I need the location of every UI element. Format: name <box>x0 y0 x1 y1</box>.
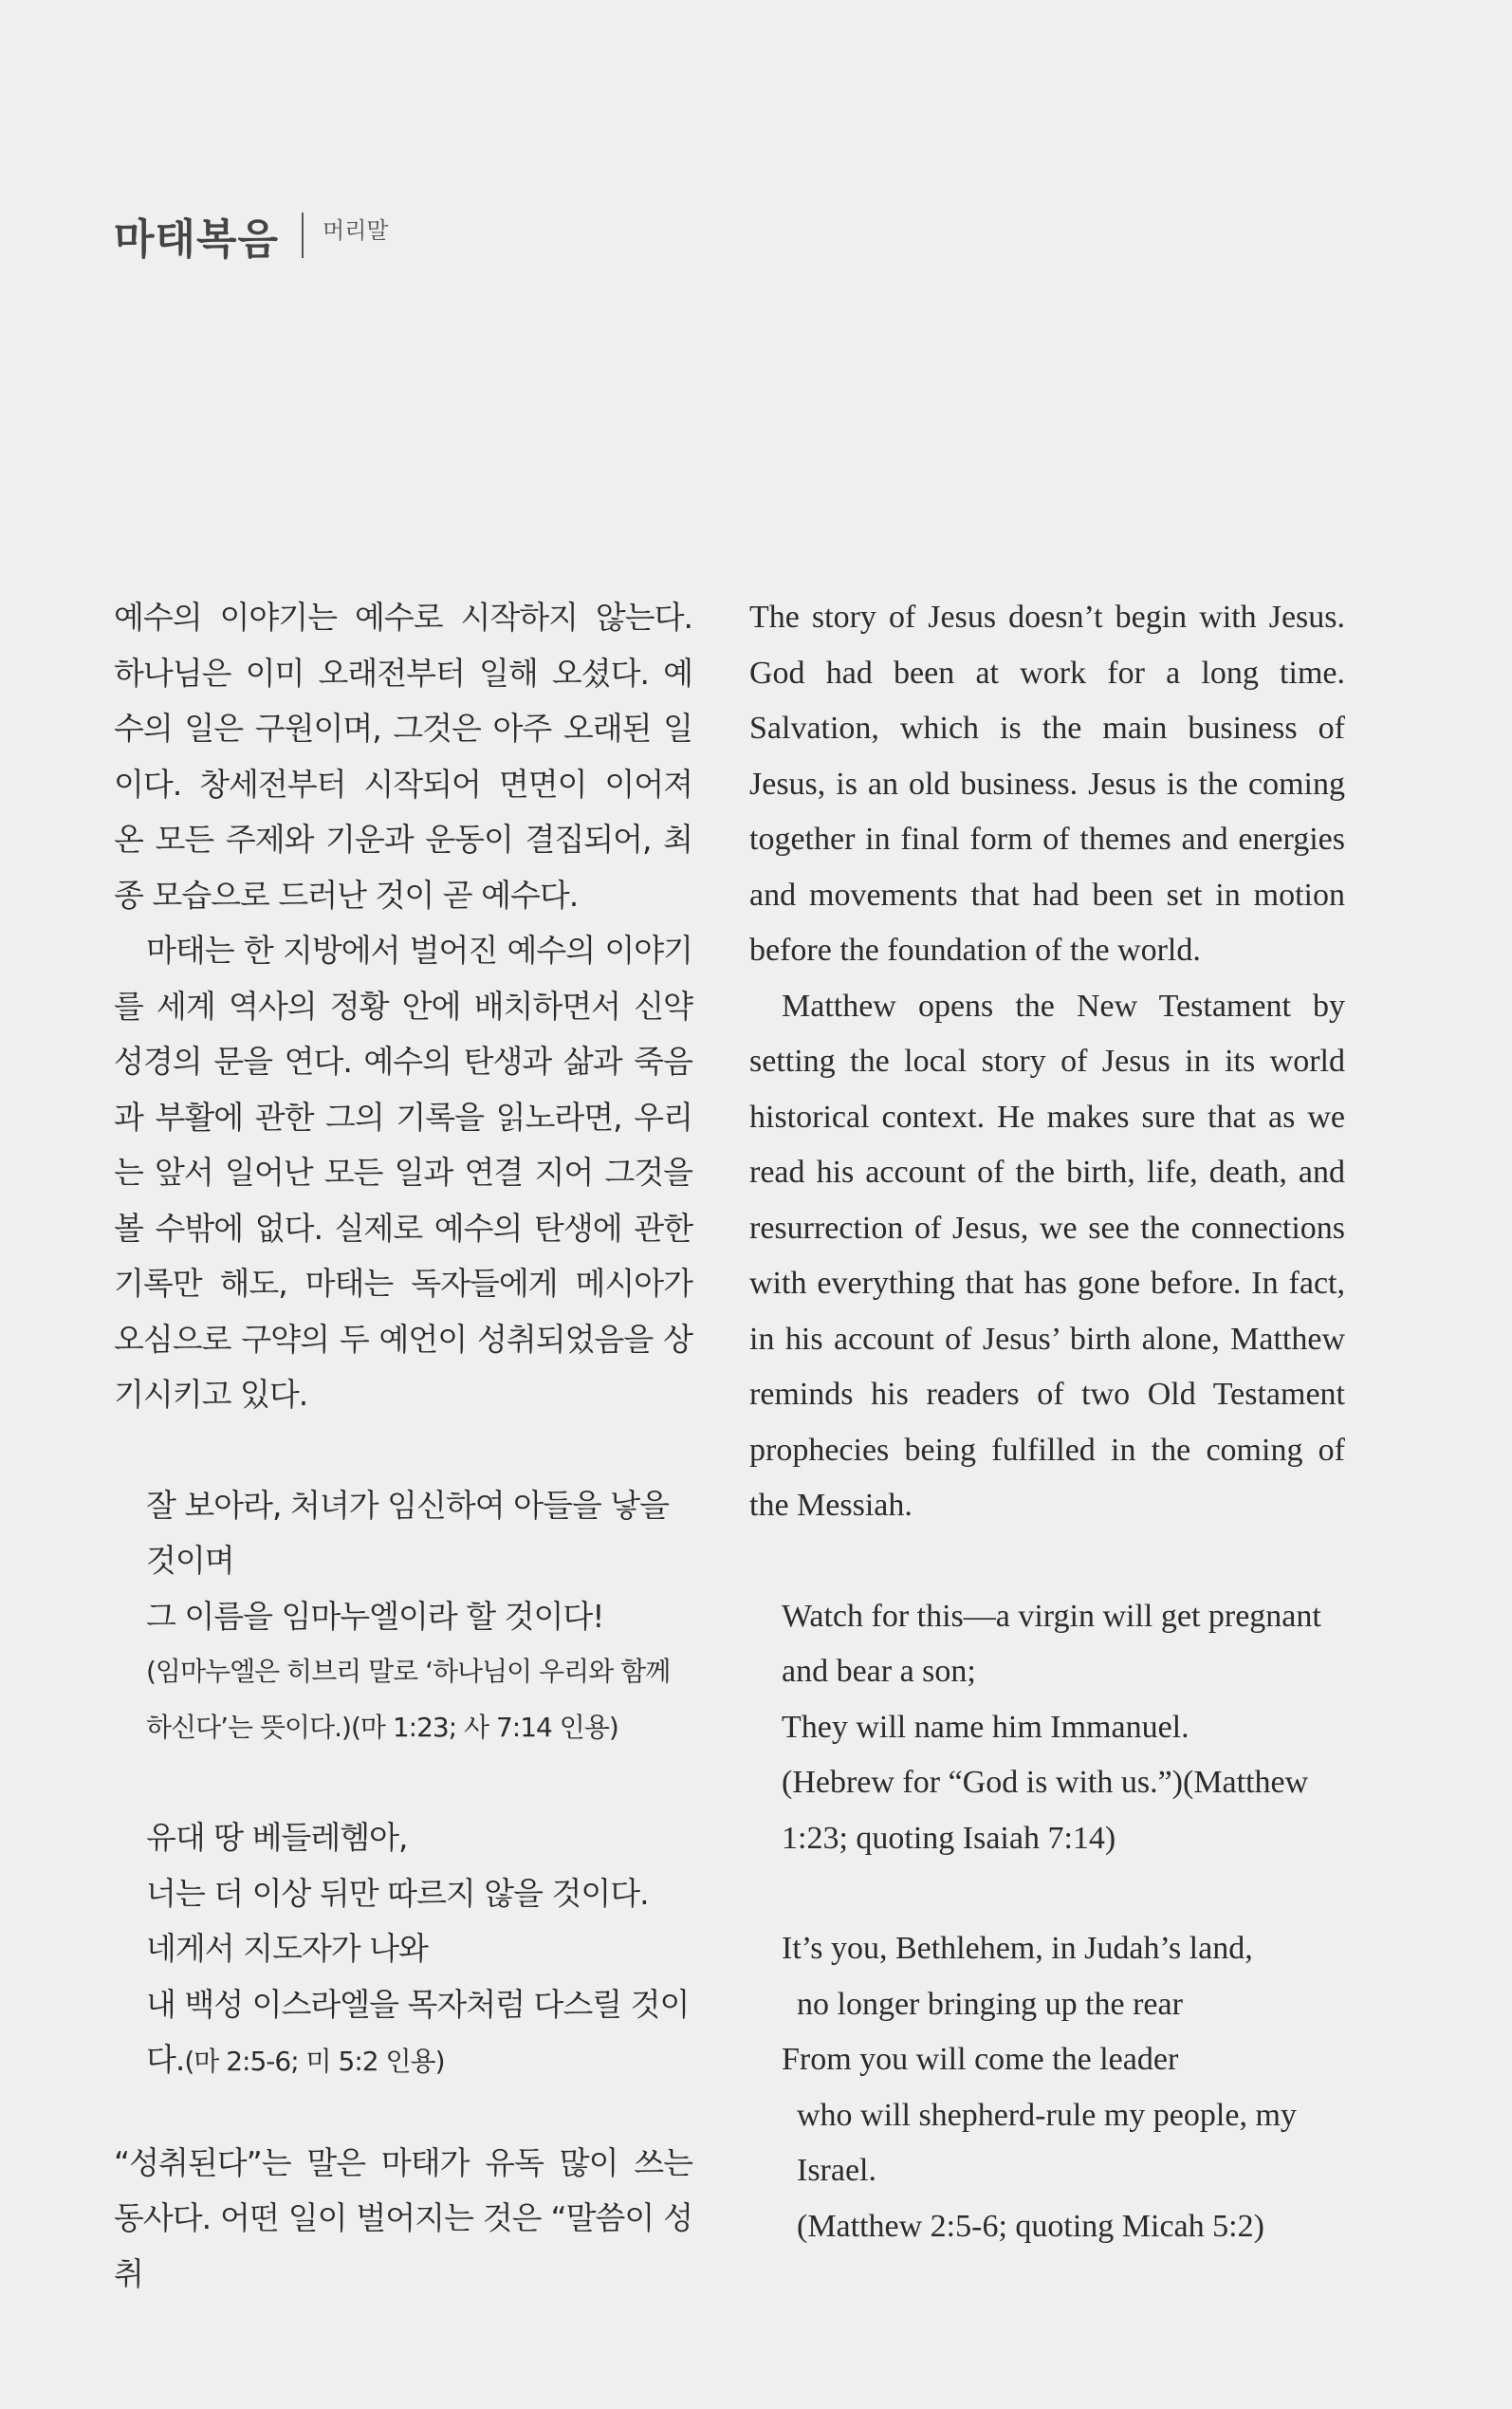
korean-quote-1 <box>146 1478 692 1756</box>
korean-paragraph-1: 예수의 이야기는 예수로 시작하지 않는다. 하나님은 이미 오래전부터 일해 오셨다. 예수의 일은 구원이며, 그것은 아주 오래된 일이다. 창세전부터 시작되어 면면이 이어져 온 모든 주제와 기운과 운동이 결집되어, 최종 모습으로 드러난 것이 곧 예수다. <box>114 599 692 914</box>
page-header <box>114 205 389 266</box>
quote-line: 너는 더 이상 뒤만 따르지 않을 것이다. <box>146 1874 649 1912</box>
quote-line: 그 이름을 임마누엘이라 할 것이다! <box>146 1597 604 1635</box>
quote-line: no longer bringing up the rear <box>797 1986 1183 2022</box>
spacer <box>749 1534 1345 1589</box>
quote-line: They will name him Immanuel. <box>782 1709 1189 1745</box>
quote-note: (임마누엘은 히브리 말로 ‘하나님이 우리와 함께하신다’는 뜻이다.)(마 1:23; 사 7:14 인용) <box>146 1656 671 1743</box>
spacer <box>114 1755 692 1810</box>
quote-note: (Hebrew for “God is with us.”)(Matthew 1:23; quoting Isaiah 7:14) <box>782 1765 1309 1856</box>
quote-line: 잘 보아라, 처녀가 임신하여 아들을 낳을 것이며 <box>146 1486 669 1579</box>
quote-line: 내 백성 이스라엘을 목자처럼 다스릴 것이다. <box>146 1985 690 2078</box>
quote-line: Watch for this—a virgin will get pregnant and bear a son; <box>782 1598 1321 1689</box>
quote-line: 네게서 지도자가 나와 <box>146 1930 428 1967</box>
english-quote-1 <box>782 1589 1345 1867</box>
korean-paragraph-2: 마태는 한 지방에서 벌어진 예수의 이야기를 세계 역사의 정황 안에 배치하면서 신약성경의 문을 연다. 예수의 탄생과 삶과 죽음과 부활에 관한 그의 기록을 읽노라면, 우리는 앞서 일어난 모든 일과 연결 지어 그것을 볼 수밖에 없다. 실제로 예수의 탄생에 관한 기록만 해도, 마태는 독자들에게 메시아가 오심으로 구약의 두 예언이 성취되었음을 상기시키고 있다. <box>114 932 692 1413</box>
section-label: 머리말 <box>323 216 389 244</box>
english-paragraph-1: The story of Jesus doesn’t begin with Jesus. God had been at work for a long time. Salvation, which is the main business of Jesus, is an old business. Jesus is the coming together in final form of themes and energies and movements that had been set in motion before the foundation of the world. <box>749 600 1345 968</box>
spacer <box>114 1423 692 1478</box>
quote-line: 유대 땅 베들레헴아, <box>146 1819 408 1856</box>
quote-line: who will shepherd-rule my people, my Israel. <box>797 2097 1297 2188</box>
spacer <box>114 2090 692 2136</box>
english-column <box>749 590 1345 2254</box>
english-quote-2 <box>782 1921 1345 2254</box>
korean-column <box>114 590 692 2302</box>
korean-paragraph-3: “성취된다”는 말은 마태가 유독 많이 쓰는 동사다. 어떤 일이 벌어지는 것은 “말씀이 성취 <box>114 2143 692 2292</box>
header-divider <box>302 213 304 258</box>
spacer <box>749 1866 1345 1921</box>
book-title: 마태복음 <box>114 215 280 264</box>
quote-reference: (마 2:5-6; 미 5:2 인용) <box>184 2046 445 2077</box>
english-paragraph-2: Matthew opens the New Testament by setting the local story of Jesus in its world historical context. He makes sure that as we read his account of the birth, life, death, and resurrection of Jesus, we see the connections with everything that has gone before. In fact, in his account of Jesus’ birth alone, Matthew reminds his readers of two Old Testament prophecies being fulfilled in the coming of the Messiah. <box>749 988 1345 1523</box>
quote-reference: (Matthew 2:5-6; quoting Micah 5:2) <box>797 2208 1264 2244</box>
quote-line: It’s you, Bethlehem, in Judah’s land, <box>782 1931 1253 1966</box>
korean-quote-2 <box>146 1810 692 2090</box>
quote-line: From you will come the leader <box>782 2042 1179 2077</box>
